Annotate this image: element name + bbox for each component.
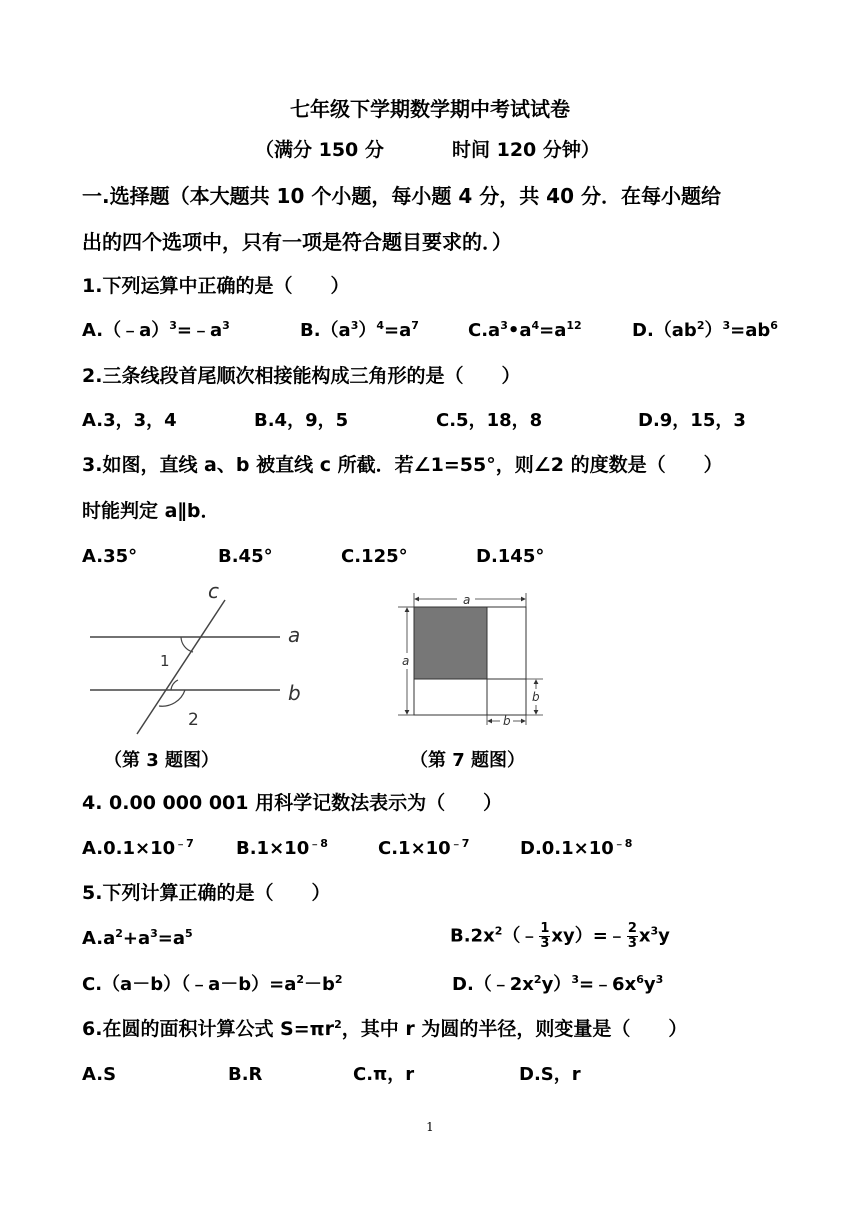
q2-option-a: A.3，3，4	[82, 410, 177, 431]
q3-option-a: A.35°	[82, 546, 138, 567]
fraction-one-third: $\frac{1}{3}$	[540, 921, 550, 951]
q2-option-b: B.4，9，5	[254, 410, 349, 431]
q5-option-d: $D.(﹣2x^2y)^3=﹣6x^6y^3$	[452, 973, 664, 995]
q1-option-a: $A.(﹣a)^3=﹣a^3$	[82, 319, 230, 341]
q5-option-c: $C.(a-b)(﹣a-b)=a^2-b^2$	[82, 973, 343, 995]
q6-option-a: A.S	[82, 1064, 117, 1085]
q6-option-c: C.π，r	[353, 1064, 415, 1085]
q3-stem: 3.如图，直线 a、b 被直线 c 所截．若∠1=55°，则∠2 的度数是（ ）	[82, 454, 723, 476]
q1-option-d: $D.(ab^2)^3=ab^6$	[632, 319, 778, 341]
q6-stem: 6.在圆的面积计算公式 $S=\pi r^2$，其中 r 为圆的半径，则变量是（ ）	[82, 1018, 688, 1040]
q4-option-d: $D.0.1\times 10^{﹣8}$	[520, 837, 633, 859]
fig3-label-b: b	[288, 681, 301, 705]
q6-option-b: B.R	[228, 1064, 263, 1085]
q5-stem: 5.下列计算正确的是（ ）	[82, 882, 331, 904]
figure-3-parallel-lines	[85, 578, 325, 738]
fraction-two-thirds: $\frac{2}{3}$	[627, 921, 637, 951]
q3-option-d: D.145°	[476, 546, 545, 567]
q1-stem: 1.下列运算中正确的是（ ）	[82, 275, 350, 297]
figure-7-caption: （第 7 题图）	[410, 750, 526, 771]
section-heading-line2: 出的四个选项中，只有一项是符合题目要求的．）	[82, 230, 512, 254]
figure-7-square-diagram	[393, 585, 553, 725]
fig3-label-c: c	[208, 579, 219, 603]
fig7-label-left-a: a	[402, 654, 410, 668]
q3-option-c: C.125°	[341, 546, 408, 567]
section-heading-line1: 一.选择题（本大题共 10 个小题，每小题 4 分，共 40 分．在每小题给	[82, 184, 721, 208]
q3-stem-cont: 时能判定 a∥b．	[82, 500, 220, 522]
q6-option-d: D.S，r	[519, 1064, 581, 1085]
q5-option-b: $B.2x^2(﹣$ $\frac{1}{3}$ xy）=﹣ $\frac{2}{3}$ $x^3y$	[450, 921, 670, 951]
fig7-label-bottom-b: b	[503, 714, 511, 725]
q4-option-a: $A.0.1\times 10^{﹣7}$	[82, 837, 194, 859]
q1-option-b: $B.(a^3)^4=a^7$	[300, 319, 419, 341]
q3-option-b: B.45°	[218, 546, 273, 567]
fig7-label-top-a: a	[463, 593, 471, 607]
figure-3-caption: （第 3 题图）	[104, 750, 220, 771]
q2-option-d: D.9，15，3	[638, 410, 746, 431]
score-info: （满分 150 分	[255, 139, 384, 161]
q1-option-c: $C.a^3•a^4=a^{12}$	[468, 319, 582, 341]
page-title: 七年级下学期数学期中考试试卷	[290, 97, 570, 121]
fig3-label-a: a	[288, 623, 301, 647]
fig3-label-angle1: 1	[160, 652, 170, 670]
q4-stem: 4. 0.00 000 001 用科学记数法表示为（ ）	[82, 792, 503, 814]
time-info: 时间 120 分钟）	[452, 139, 600, 161]
q2-stem: 2.三条线段首尾顺次相接能构成三角形的是（ ）	[82, 365, 521, 387]
q2-option-c: C.5，18，8	[436, 410, 543, 431]
fig7-label-right-b: b	[532, 690, 540, 704]
q4-option-b: $B.1\times 10^{﹣8}$	[236, 837, 328, 859]
page-number: 1	[426, 1120, 434, 1134]
q5-option-a: $A.a^2+a^3=a^5$	[82, 927, 193, 949]
q4-option-c: $C.1\times 10^{﹣7}$	[378, 837, 470, 859]
fig3-label-angle2: 2	[188, 710, 199, 730]
